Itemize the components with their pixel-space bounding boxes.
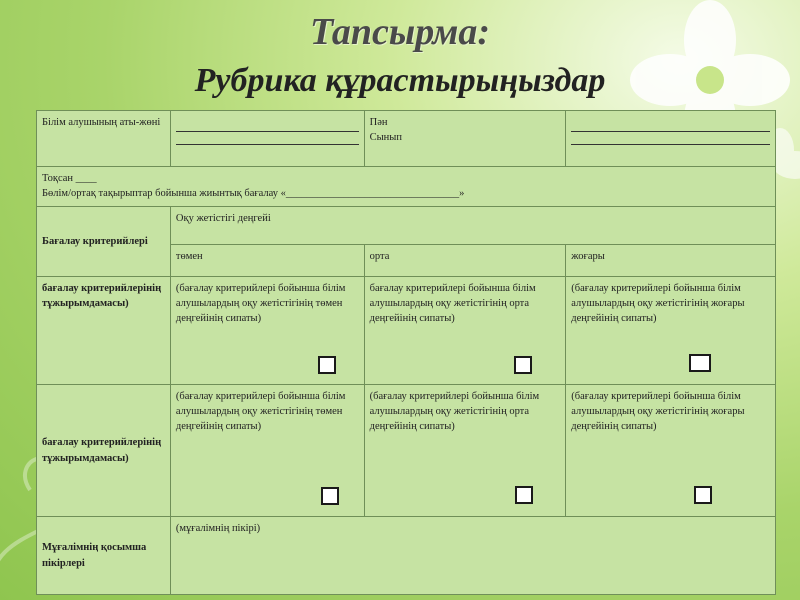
subject-label: Пән [369, 117, 388, 128]
rubric-cell-high [566, 385, 776, 517]
page-subtitle: Рубрика құрастырыңыздар [194, 62, 606, 99]
criteria-row-label: бағалау критерийлерінің тұжырымдамасы) [37, 277, 171, 385]
rubric-cell-text: (бағалау критерийлері бойынша білім алушылардың оқу жетістігінің төмен деңгейінің сипаты) [175, 283, 346, 325]
checkbox[interactable] [514, 356, 532, 374]
achievement-row [37, 207, 776, 245]
rubric-cell-text: (бағалау критерийлері бойынша білім алушылардың оқу жетістігінің төмен деңгейінің сипаты) [175, 391, 346, 433]
achievement-label: Оқу жетістігі деңгейі [170, 207, 775, 245]
rubric-cell-mid [364, 277, 566, 385]
header-row [37, 111, 776, 167]
criteria-row-2 [37, 385, 776, 517]
subject-class-labels [364, 111, 566, 167]
criteria-row-label: бағалау критерийлерінің тұжырымдамасы) [37, 385, 171, 517]
rubric-cell-high [566, 277, 776, 385]
student-name-label: Білім алушының аты-жөні [37, 111, 171, 167]
summative-label: Бөлім/ортақ тақырыптар бойынша жиынтық бағалау «_________________________________» [42, 188, 465, 200]
quarter-row [37, 167, 776, 207]
checkbox[interactable] [515, 486, 533, 504]
student-name-field[interactable] [170, 111, 364, 167]
checkbox[interactable] [318, 356, 336, 374]
level-mid: орта [364, 245, 566, 277]
rubric-table [36, 110, 776, 595]
teacher-row [37, 517, 776, 595]
rubric-sheet [36, 110, 776, 594]
subject-class-field[interactable] [566, 111, 776, 167]
checkbox[interactable] [689, 354, 711, 372]
level-low: төмен [170, 245, 364, 277]
class-label: Сынып [369, 132, 402, 144]
teacher-comment-label: Мұғалімнің қосымша пікірлері [37, 517, 171, 595]
teacher-comment-field[interactable]: (мұғалімнің пікірі) [170, 517, 775, 595]
checkbox[interactable] [321, 487, 339, 505]
criteria-row-1 [37, 277, 776, 385]
rubric-cell-text: бағалау критерийлері бойынша білім алушылардың оқу жетістігінің орта деңгейінің сипаты) [369, 283, 536, 325]
rubric-cell-low [170, 385, 364, 517]
criteria-label: Бағалау критерийлері [37, 207, 171, 277]
quarter-label: Тоқсан ____ [42, 173, 97, 184]
level-high: жоғары [566, 245, 776, 277]
page-title: Тапсырма: [310, 11, 490, 53]
rubric-cell-mid [364, 385, 566, 517]
rubric-cell-text: (бағалау критерийлері бойынша білім алушылардың оқу жетістігінің жоғары деңгейінің сипаты) [571, 283, 745, 325]
checkbox[interactable] [694, 486, 712, 504]
rubric-cell-text: (бағалау критерийлері бойынша білім алушылардың оқу жетістігінің орта деңгейінің сипаты) [369, 391, 540, 433]
rubric-cell-low [170, 277, 364, 385]
rubric-cell-text: (бағалау критерийлері бойынша білім алушылардың оқу жетістігінің жоғары деңгейінің сипаты) [571, 391, 745, 433]
